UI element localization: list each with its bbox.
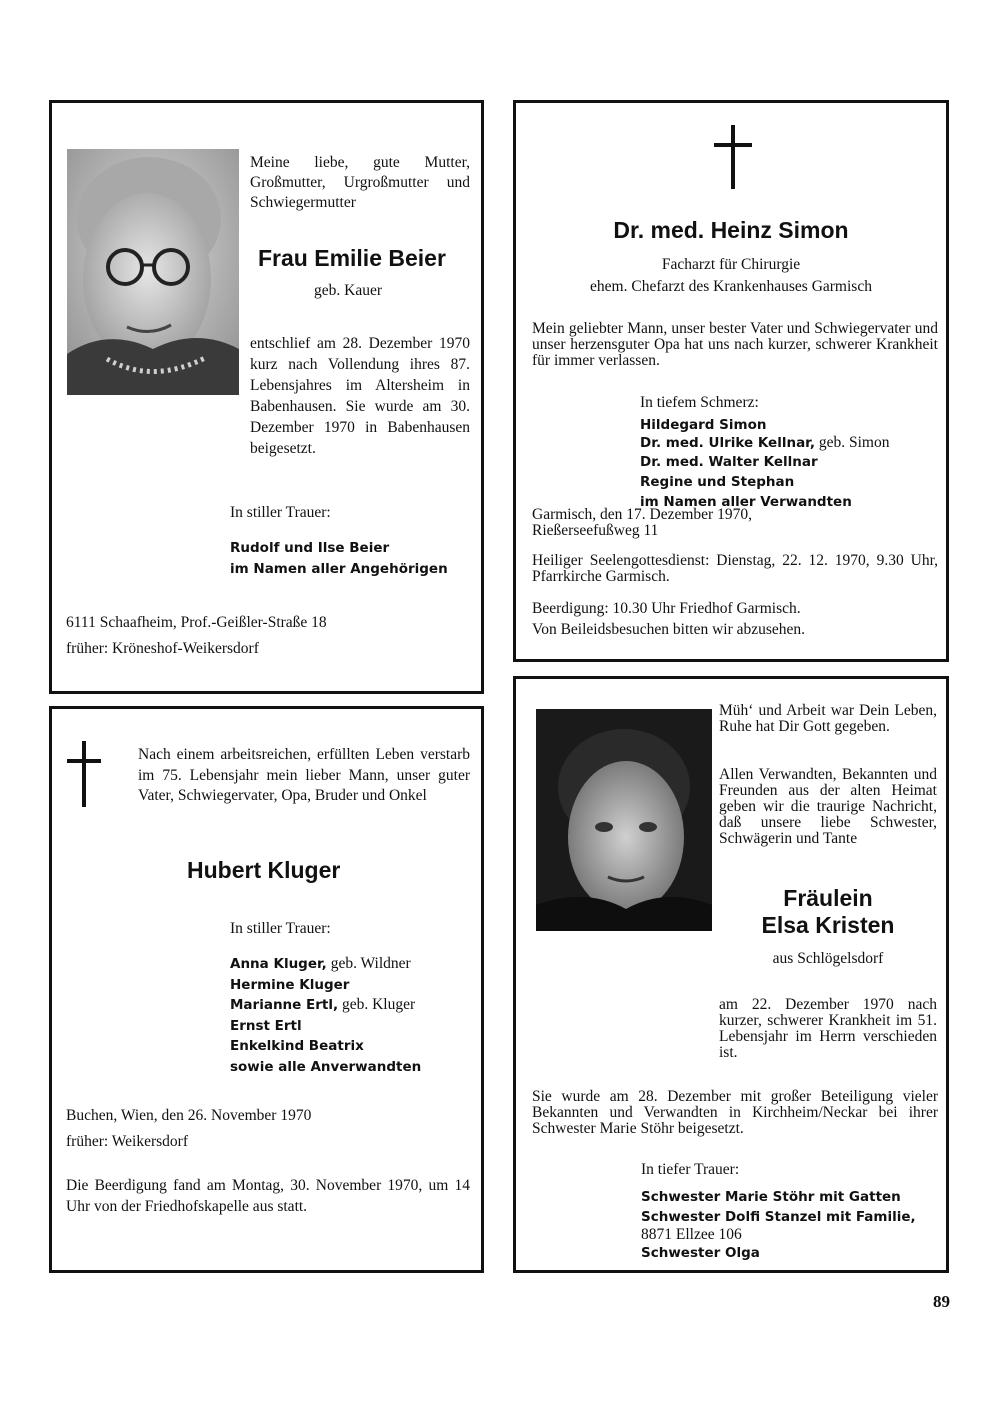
simon-place-date: Garmisch, den 17. Dezember 1970, Rießerseefußweg 11	[532, 506, 752, 539]
mourner-line: Schwester Olga	[641, 1245, 760, 1261]
beier-intro: Meine liebe, gute Mutter, Großmutter, Urgroßmutter und Schwiegermutter	[250, 154, 470, 211]
kristen-death: am 22. Dezember 1970 nach kurzer, schwerer Krankheit im 51. Lebensjahr im Herrn verschieden ist.	[719, 996, 937, 1061]
simon-no-visits: Von Beileidsbesuchen bitten wir abzusehen.	[532, 621, 806, 638]
beier-name: Frau Emilie Beier	[258, 245, 446, 271]
cross-icon	[714, 125, 754, 189]
mourner-line: im Namen aller Verwandten	[640, 493, 852, 510]
mourner-line: Hildegard Simon	[640, 417, 767, 433]
kristen-mourning-heading: In tiefer Trauer:	[641, 1161, 740, 1178]
obituary-kluger	[49, 706, 484, 1273]
portrait-photo-kristen	[536, 709, 712, 931]
mourner-line: Ernst Ertl	[230, 1017, 302, 1034]
mourner-line: Enkelkind Beatrix	[230, 1038, 364, 1054]
kluger-intro: Nach einem arbeitsreichen, erfüllten Leben verstarb im 75. Lebensjahr mein lieber Mann, unser guter Vater, Schwiegervater, Opa, Bruder und Onkel	[138, 746, 470, 804]
kluger-place-date: Buchen, Wien, den 26. November 1970	[66, 1107, 312, 1124]
simon-title: Facharzt für Chirurgie	[661, 256, 801, 273]
simon-former-position: ehem. Chefarzt des Krankenhauses Garmisch	[590, 278, 872, 295]
kluger-mourners	[230, 954, 421, 1077]
mourner-line: Rudolf und Ilse Beier	[230, 540, 390, 556]
mourner-line: Anna Kluger, geb. Wildner	[230, 955, 411, 972]
beier-birth-name: geb. Kauer	[314, 282, 382, 299]
mourner-line: Regine und Stephan	[640, 473, 795, 490]
obituary-beier	[49, 100, 484, 694]
kristen-verse: Müh‘ und Arbeit war Dein Leben, Ruhe hat Dir Gott gegeben.	[719, 702, 937, 735]
kristen-origin: aus Schlögelsdorf	[772, 950, 884, 967]
mourner-line: Schwester Marie Stöhr mit Gatten	[641, 1189, 901, 1205]
mourner-line: 8871 Ellzee 106	[641, 1226, 742, 1243]
page-number: 89	[933, 1292, 950, 1311]
beier-former-home: früher: Kröneshof-Weikersdorf	[66, 640, 259, 657]
mourner-line: sowie alle Anverwandten	[230, 1058, 422, 1075]
mourner-line: Schwester Dolfi Stanzel mit Familie,	[641, 1209, 916, 1225]
kristen-burial: Sie wurde am 28. Dezember mit großer Beteiligung vieler Bekannten und Verwandten in Kirchheim/Neckar bei ihrer Schwester Marie Stöhr beigesetzt.	[532, 1088, 938, 1137]
cross-icon	[67, 741, 101, 807]
beier-details: entschlief am 28. Dezember 1970 kurz nach Vollendung ihres 87. Lebensjahres im Altersheim in Babenhausen. Sie wurde am 30. Dezember 1970 in Babenhausen beigesetzt.	[250, 335, 470, 457]
portrait-image	[67, 149, 239, 395]
portrait-photo-beier	[67, 149, 239, 395]
simon-mourners	[640, 415, 890, 512]
obituary-simon	[513, 100, 949, 662]
kristen-name-line1: Fräulein	[783, 885, 873, 911]
kristen-intro: Allen Verwandten, Bekannten und Freunden aus der alten Heimat geben wir die traurige Nachricht, daß unsere liebe Schwester, Schwägerin und Tante	[719, 766, 937, 847]
mourner-line: Dr. med. Ulrike Kellnar, geb. Simon	[640, 434, 890, 451]
beier-mourning-heading: In stiller Trauer:	[230, 504, 331, 521]
mourner-line: Dr. med. Walter Kellnar	[640, 453, 818, 470]
obituary-kristen	[513, 676, 949, 1273]
mourner-line: im Namen aller Angehörigen	[230, 560, 448, 577]
portrait-image	[536, 709, 712, 931]
kluger-name: Hubert Kluger	[187, 857, 341, 883]
kluger-funeral: Die Beerdigung fand am Montag, 30. November 1970, um 14 Uhr von der Friedhofskapelle aus statt.	[66, 1177, 470, 1215]
simon-mourning-heading: In tiefem Schmerz:	[640, 394, 759, 411]
beier-mourners	[230, 538, 448, 579]
mourner-line: Marianne Ertl, geb. Kluger	[230, 996, 416, 1013]
simon-funeral: Beerdigung: 10.30 Uhr Friedhof Garmisch.	[532, 600, 801, 617]
kluger-former-home: früher: Weikersdorf	[66, 1133, 188, 1150]
mourner-line: Hermine Kluger	[230, 976, 350, 993]
simon-mass: Heiliger Seelengottesdienst: Dienstag, 22. 12. 1970, 9.30 Uhr, Pfarrkirche Garmisch.	[532, 552, 938, 585]
simon-name: Dr. med. Heinz Simon	[613, 217, 849, 243]
kristen-name-line2: Elsa Kristen	[761, 912, 895, 938]
kluger-mourning-heading: In stiller Trauer:	[230, 920, 331, 937]
beier-address: 6111 Schaafheim, Prof.-Geißler-Straße 18	[66, 614, 327, 631]
simon-text: Mein geliebter Mann, unser bester Vater und Schwiegervater und unser herzensguter Opa hat uns nach kurzer, schwerer Krankheit für immer verlassen.	[532, 320, 938, 369]
kristen-mourners	[641, 1187, 916, 1263]
